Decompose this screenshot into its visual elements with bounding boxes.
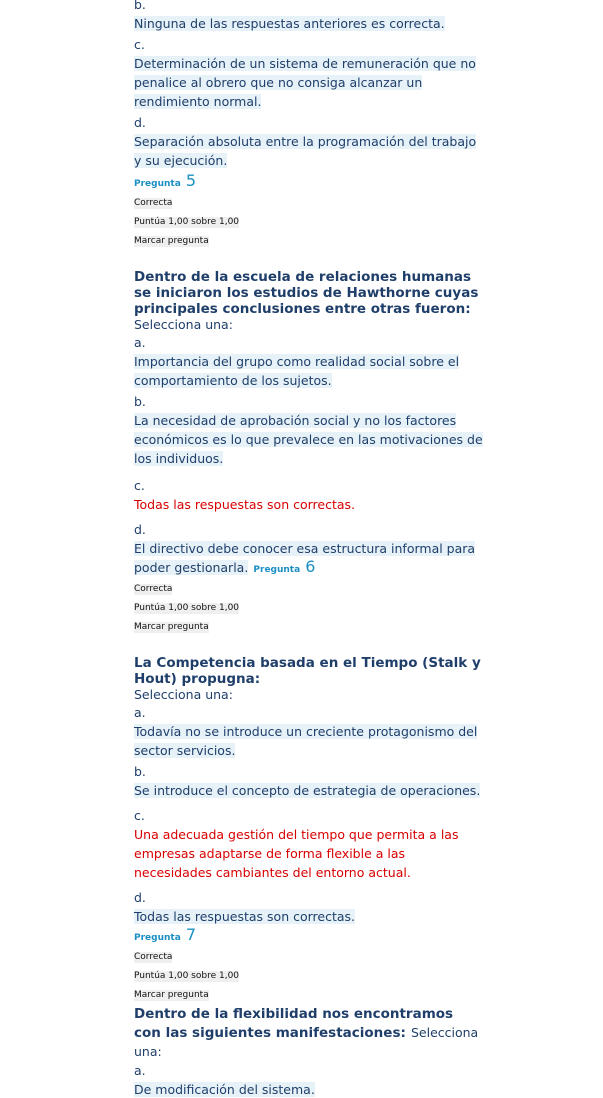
option-text[interactable]: De modificación del sistema. (134, 1082, 315, 1097)
question-number: 5 (185, 171, 197, 190)
question-status: Correcta (134, 584, 173, 594)
option-text[interactable]: Todas las respuestas son correctas. (134, 909, 356, 924)
question-score: Puntúa 1,00 sobre 1,00 (134, 217, 240, 227)
option-letter: c. (134, 808, 145, 823)
option-letter: b. (134, 0, 146, 12)
question-text: Dentro de la escuela de relaciones humanas se iniciaron los estudios de Hawthorne cuyas principales conclusiones entre otras fueron: (134, 269, 479, 317)
question-label: Pregunta (134, 179, 181, 189)
quiz-review-page (134, 0, 484, 1098)
question-info (134, 171, 484, 247)
option-text[interactable]: La necesidad de aprobación social y no los factores económicos es lo que prevalece en las motivaciones de los individuos. (134, 413, 483, 466)
option-text[interactable]: Importancia del grupo como realidad social sobre el comportamiento de los sujetos. (134, 354, 460, 388)
flag-question-link[interactable]: Marcar pregunta (134, 236, 209, 246)
option-letter: a. (134, 705, 146, 720)
question-text: La Competencia basada en el Tiempo (Stalk y Hout) propugna: (134, 655, 481, 687)
option-letter: c. (134, 478, 145, 493)
option-text[interactable]: Todavía no se introduce un creciente protagonismo del sector servicios. (134, 724, 478, 758)
question-label: Pregunta (253, 565, 301, 575)
question-label: Pregunta (134, 933, 181, 943)
select-one-label: Selecciona una: (134, 687, 233, 702)
option-letter: d. (134, 115, 146, 130)
flag-question-link[interactable]: Marcar pregunta (134, 622, 209, 632)
option-letter: d. (134, 522, 146, 537)
option-text[interactable]: Ninguna de las respuestas anteriores es correcta. (134, 16, 445, 31)
question-number: 7 (185, 925, 197, 944)
option-letter: a. (134, 335, 146, 350)
flag-question-link[interactable]: Marcar pregunta (134, 990, 209, 1000)
option-text[interactable]: Se introduce el concepto de estrategia de operaciones. (134, 783, 481, 798)
option-letter: b. (134, 764, 146, 779)
question-status: Correcta (134, 952, 173, 962)
option-text[interactable]: Determinación de un sistema de remuneración que no penalice al obrero que no consiga alcanzar un rendimiento normal. (134, 56, 476, 109)
option-letter: b. (134, 394, 146, 409)
question-score: Puntúa 1,00 sobre 1,00 (134, 603, 240, 613)
question-text: Dentro de la flexibilidad nos encontramos con las siguientes manifestaciones: (134, 1006, 454, 1041)
select-one-label: Selecciona una: (134, 1025, 479, 1059)
option-letter: d. (134, 890, 146, 905)
option-letter: c. (134, 37, 145, 52)
option-letter: a. (134, 1063, 146, 1078)
option-text[interactable]: El directivo debe conocer esa estructura informal para poder gestionarla. (134, 541, 476, 575)
select-one-label: Selecciona una: (134, 317, 233, 332)
question-number: 6 (305, 557, 316, 576)
selected-option-text[interactable]: Una adecuada gestión del tiempo que permita a las empresas adaptarse de forma flexible a las necesidades cambiantes del entorno actual. (134, 827, 459, 880)
question-status: Correcta (134, 198, 173, 208)
option-text[interactable]: Separación absoluta entre la programación del trabajo y su ejecución. (134, 134, 477, 168)
selected-option-text[interactable]: Todas las respuestas son correctas. (134, 497, 356, 512)
question-score: Puntúa 1,00 sobre 1,00 (134, 971, 240, 981)
